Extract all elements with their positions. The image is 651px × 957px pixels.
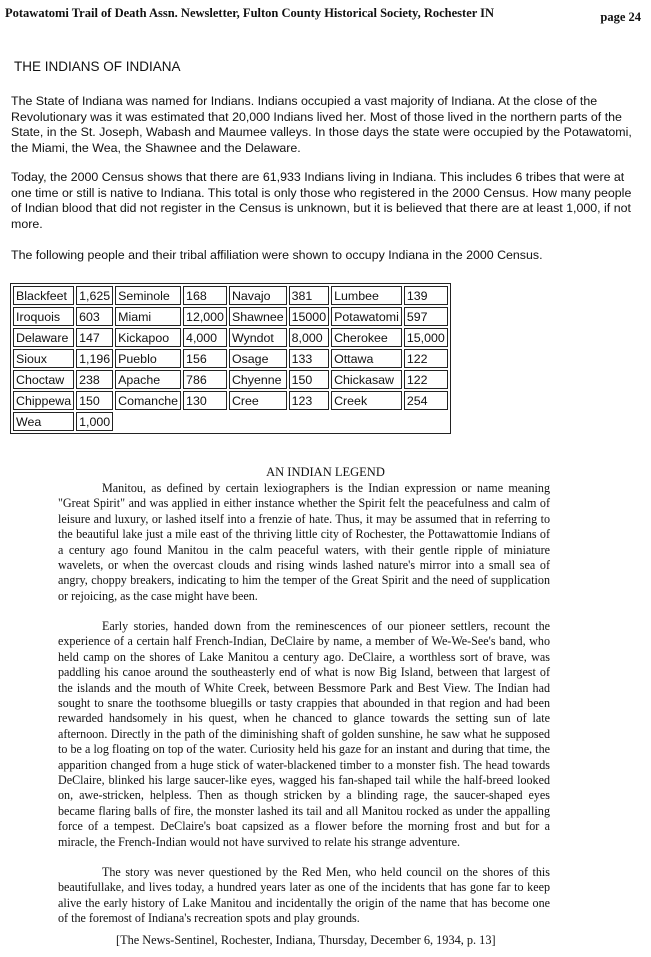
citation: [The News-Sentinel, Rochester, Indiana, Thursday, December 6, 1934, p. 13] bbox=[116, 933, 496, 947]
tribe-count-cell: 168 bbox=[183, 286, 227, 305]
tribe-name-cell: Chyenne bbox=[229, 370, 287, 389]
tribe-name-cell: Chickasaw bbox=[331, 370, 402, 389]
header-title: Potawatomi Trail of Death Assn. Newsletter, Fulton County Historical Society, Rochester IN bbox=[5, 6, 495, 20]
tribe-name-cell bbox=[115, 412, 181, 431]
tribe-count-cell: 123 bbox=[289, 391, 329, 410]
tribe-count-cell: 603 bbox=[76, 307, 113, 326]
tribe-count-cell: 150 bbox=[289, 370, 329, 389]
tribe-name-cell: Choctaw bbox=[13, 370, 74, 389]
legend-title: AN INDIAN LEGEND bbox=[266, 465, 385, 479]
legend-paragraph-3: The story was never questioned by the Red Men, who held council on the shores of this beautifullake, and lives today, a hundred years later as one of the incidents that has gone far to keep alive the early history of Lake Manitou and incidentally the origin of the name that has become one of the foremost of Indiana's recreation spots and play grounds. bbox=[58, 865, 550, 926]
section-title: THE INDIANS OF INDIANA bbox=[14, 59, 181, 74]
tribe-name-cell: Ottawa bbox=[331, 349, 402, 368]
tribe-name-cell: Chippewa bbox=[13, 391, 74, 410]
table-row bbox=[13, 412, 448, 431]
table-row bbox=[13, 370, 448, 389]
table-row bbox=[13, 349, 448, 368]
tribe-name-cell: Iroquois bbox=[13, 307, 74, 326]
page-number: page 24 bbox=[600, 10, 641, 24]
tribe-count-cell: 238 bbox=[76, 370, 113, 389]
tribe-name-cell: Potawatomi bbox=[331, 307, 402, 326]
tribe-name-cell: Comanche bbox=[115, 391, 181, 410]
tribe-count-cell: 130 bbox=[183, 391, 227, 410]
tribe-count-cell: 15000 bbox=[289, 307, 329, 326]
table-row bbox=[13, 328, 448, 347]
tribe-name-cell bbox=[229, 412, 287, 431]
tribe-name-cell: Sioux bbox=[13, 349, 74, 368]
tribe-count-cell: 4,000 bbox=[183, 328, 227, 347]
tribe-name-cell: Cherokee bbox=[331, 328, 402, 347]
legend-paragraph-1: Manitou, as defined by certain lexiographers is the Indian expression or name meaning "Great Spirit" and was applied in either instance whether the Spirit felt the peacefulness and calm of leisure and luxury, or lashed itself into a frenzie of hate. Thus, it may be assumed that in referring to the beautiful lake just a mile east of the thriving little city of Rochester, the Pottawattomie Indians of a century ago found Manitou in the calm peaceful waters, with their gentle ripple of miniature wavelets, or when the overcast clouds and rising winds lashed nature's mirror into a small sea of angry, choppy breakers, indicating to him the temper of the Great Spirit and the need of supplication or rejoicing, as the case might have been. bbox=[58, 481, 550, 603]
tribe-name-cell: Seminole bbox=[115, 286, 181, 305]
tribe-name-cell: Kickapoo bbox=[115, 328, 181, 347]
table-row bbox=[13, 286, 448, 305]
tribe-count-cell: 381 bbox=[289, 286, 329, 305]
tribe-count-cell: 597 bbox=[404, 307, 448, 326]
tribe-name-cell: Cree bbox=[229, 391, 287, 410]
tribe-name-cell: Miami bbox=[115, 307, 181, 326]
tribe-name-cell bbox=[331, 412, 402, 431]
tribe-name-cell: Pueblo bbox=[115, 349, 181, 368]
tribe-count-cell: 1,196 bbox=[76, 349, 113, 368]
legend-paragraph-2: Early stories, handed down from the reminescences of our pioneer settlers, recount the experience of a certain half French-Indian, DeClaire by name, a member of We-We-See's band, who held camp on the shores of Lake Manitou a century ago. DeClaire, a worthless sort of brave, was paddling his canoe around the southeasterly end of what is now Big Island, between that largest of the islands and the mouth of White Creek, between Bessmore Park and Best View. The Indian had sought to snare the toothsome bluegills or tasty crappies that abounded in that region and had been rewarded handsomely in his quest, when he chanced to glance towards the setting sun of late afternoon. Directly in the path of the diminishing shaft of golden sunshine, he saw what he supposed to be a log floating on top of the water. Curiosity held his gaze for an instant and during that time, the apparition changed from a huge stick of water-blackened timber to a monster fish. The head towards DeClaire, blinked his large saucer-like eyes, wagged his fan-shaped tail while the half-breed looked on, awe-stricken, helpless. Then as though stricken by a blinding rage, the saucer-shaped eyes became flaring balls of fire, the monster lashed its tail and all Manitou rocked as under the appalling force of a tempest. DeClaire's boat capsized as a flower before the morning frost and but for a miracle, the French-Indian would not have survived to relate his strange adventure. bbox=[58, 619, 550, 849]
tribe-count-cell: 133 bbox=[289, 349, 329, 368]
tribe-name-cell: Apache bbox=[115, 370, 181, 389]
tribe-name-cell: Shawnee bbox=[229, 307, 287, 326]
tribe-name-cell: Blackfeet bbox=[13, 286, 74, 305]
tribe-name-cell: Navajo bbox=[229, 286, 287, 305]
tribe-name-cell: Delaware bbox=[13, 328, 74, 347]
tribe-count-cell bbox=[404, 412, 448, 431]
tribe-count-cell: 156 bbox=[183, 349, 227, 368]
tribe-name-cell: Lumbee bbox=[331, 286, 402, 305]
tribe-count-cell bbox=[183, 412, 227, 431]
tribe-count-cell: 150 bbox=[76, 391, 113, 410]
tribe-count-cell: 15,000 bbox=[404, 328, 448, 347]
tribe-count-cell: 147 bbox=[76, 328, 113, 347]
tribe-count-cell bbox=[289, 412, 329, 431]
tribes-table bbox=[10, 283, 451, 434]
tribe-name-cell: Osage bbox=[229, 349, 287, 368]
tribe-name-cell: Wyndot bbox=[229, 328, 287, 347]
tribe-count-cell: 1,000 bbox=[76, 412, 113, 431]
tribe-count-cell: 12,000 bbox=[183, 307, 227, 326]
table-row bbox=[13, 391, 448, 410]
table-row bbox=[13, 307, 448, 326]
tribe-count-cell: 122 bbox=[404, 349, 448, 368]
intro-paragraph-2: Today, the 2000 Census shows that there are 61,933 Indians living in Indiana. This includes 6 tribes that were at one time or still is native to Indiana. This total is only those who registered in the 2000 Census. How many people of Indian blood that did not register in the Census is unknown, but it is believed that there are at least 1,000, if not more. bbox=[11, 170, 632, 231]
intro-paragraph-1: The State of Indiana was named for Indians. Indians occupied a vast majority of Indiana. At the close of the Revolutionary was it was estimated that 20,000 Indians lived her. Most of those lived in the northern parts of the State, in the St. Joseph, Wabash and Maumee valleys. In those days the state were occupied by the Potawatomi, the Miami, the Wea, the Shawnee and the Delaware. bbox=[11, 94, 632, 155]
tribe-count-cell: 254 bbox=[404, 391, 448, 410]
tribe-count-cell: 1,625 bbox=[76, 286, 113, 305]
tribe-count-cell: 122 bbox=[404, 370, 448, 389]
tribe-count-cell: 786 bbox=[183, 370, 227, 389]
tribe-name-cell: Wea bbox=[13, 412, 74, 431]
tribe-name-cell: Creek bbox=[331, 391, 402, 410]
tribe-count-cell: 139 bbox=[404, 286, 448, 305]
tribe-count-cell: 8,000 bbox=[289, 328, 329, 347]
intro-paragraph-3: The following people and their tribal affiliation were shown to occupy Indiana in the 2000 Census. bbox=[11, 248, 543, 262]
